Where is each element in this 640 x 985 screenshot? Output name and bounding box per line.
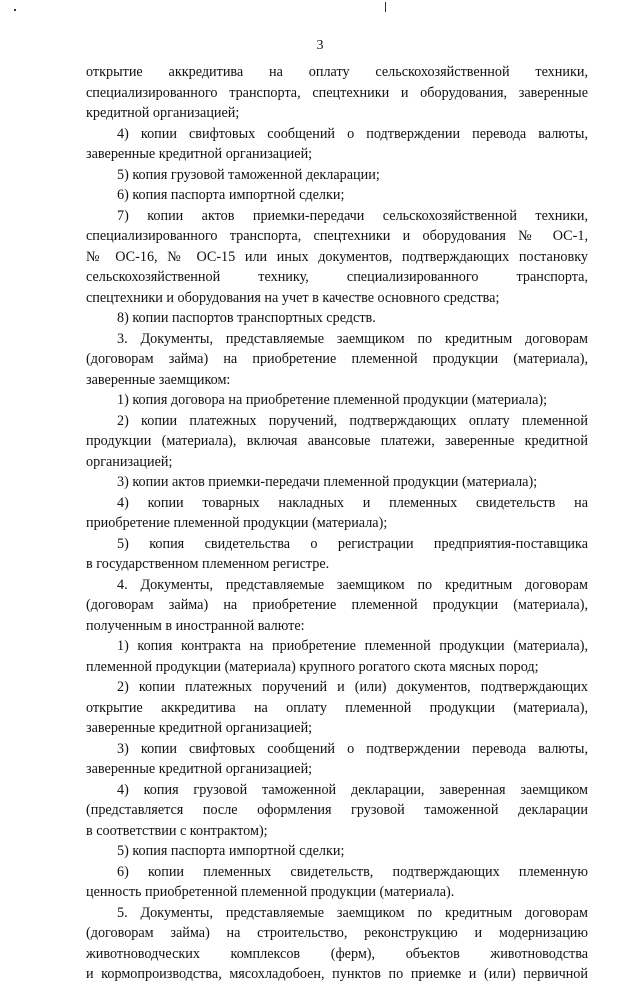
text-line: 8) копии паспортов транспортных средств. (117, 310, 376, 326)
text-line: 6) копия паспорта импортной сделки; (117, 187, 345, 203)
text-line: заверенные кредитной организацией; (86, 761, 313, 777)
text-line: № ОС-16, № ОС-15 или иных документов, подтверждающих постановку (86, 248, 588, 265)
text-line: открытие аккредитива на оплату племенной продукции (материала), (86, 699, 588, 716)
text-line: 4) копия грузовой таможенной декларации, заверенная заемщиком (117, 781, 588, 798)
text-line: 4) копии товарных накладных и племенных свидетельств на (117, 494, 588, 511)
text-line: специализированного транспорта, спецтехники и оборудования № ОС-1, (86, 228, 588, 244)
text-line: и кормопроизводства, мясохладобоен, пунктов по приемке и (или) первичной (86, 966, 588, 982)
text-line: приобретение племенной продукции (материала); (86, 515, 388, 531)
text-line: 5) копия паспорта импортной сделки; (117, 843, 345, 859)
scan-mark-top (385, 2, 386, 12)
text-line: ценность приобретенной племенной продукции (материала). (86, 884, 455, 900)
text-line: 2) копии платежных поручений, подтверждающих оплату племенной (117, 412, 588, 429)
text-line: 1) копия договора на приобретение племенной продукции (материала); (117, 392, 548, 408)
text-line: животноводческих комплексов (ферм), объектов животноводства (86, 945, 588, 962)
text-line: (договорам займа) на приобретение племенной продукции (материала), (86, 597, 588, 613)
text-line: открытие аккредитива на оплату сельскохозяйственной техники, (86, 64, 588, 80)
text-line: в государственном племенном регистре. (86, 556, 330, 572)
text-line: кредитной организацией; (86, 105, 240, 121)
text-line: 5. Документы, представляемые заемщиком по кредитным договорам (117, 904, 588, 921)
text-line: спецтехники и оборудования на учет в качестве основного средства; (86, 289, 500, 306)
text-line: (представляется после оформления грузовой таможенной декларации (86, 802, 588, 818)
text-line: организацией; (86, 453, 173, 470)
scan-mark-left (14, 9, 16, 11)
text-line: 5) копия свидетельства о регистрации предприятия-поставщика (117, 535, 588, 552)
text-line: заверенные кредитной организацией; (86, 146, 313, 162)
text-line: 3) копии свифтовых сообщений о подтверждении перевода валюты, (117, 740, 588, 757)
text-line: полученным в иностранной валюте: (86, 617, 305, 634)
text-line: 1) копия контракта на приобретение племенной продукции (материала), (117, 638, 588, 654)
text-line: 7) копии актов приемки-передачи сельскохозяйственной техники, (117, 207, 588, 224)
text-line: 4) копии свифтовых сообщений о подтверждении перевода валюты, (117, 125, 588, 142)
text-line: (договорам займа) на строительство, реконструкцию и модернизацию (86, 925, 588, 941)
text-line: 3) копии актов приемки-передачи племенной продукции (материала); (117, 474, 538, 490)
text-line: сельскохозяйственной технику, специализированного транспорта, (86, 269, 588, 285)
text-line: 5) копия грузовой таможенной декларации; (117, 166, 380, 183)
text-line: (договорам займа) на приобретение племенной продукции (материала), (86, 351, 588, 367)
text-line: 6) копии племенных свидетельств, подтверждающих племенную (117, 863, 588, 880)
text-line: заверенные кредитной организацией; (86, 720, 313, 736)
text-line: в соответствии с контрактом); (86, 822, 268, 839)
page-number: 3 (316, 38, 324, 53)
text-line: племенной продукции (материала) крупного рогатого скота мясных пород; (86, 658, 539, 675)
text-line: 4. Документы, представляемые заемщиком по кредитным договорам (117, 576, 588, 593)
text-line: продукции (материала), включая авансовые платежи, заверенные кредитной (86, 433, 588, 449)
text-line: 3. Документы, представляемые заемщиком по кредитным договорам (117, 330, 588, 347)
text-line: 2) копии платежных поручений и (или) документов, подтверждающих (117, 679, 588, 695)
text-line: специализированного транспорта, спецтехники и оборудования, заверенные (86, 84, 588, 101)
text-line: заверенные заемщиком: (86, 371, 231, 388)
document-body (86, 62, 588, 985)
